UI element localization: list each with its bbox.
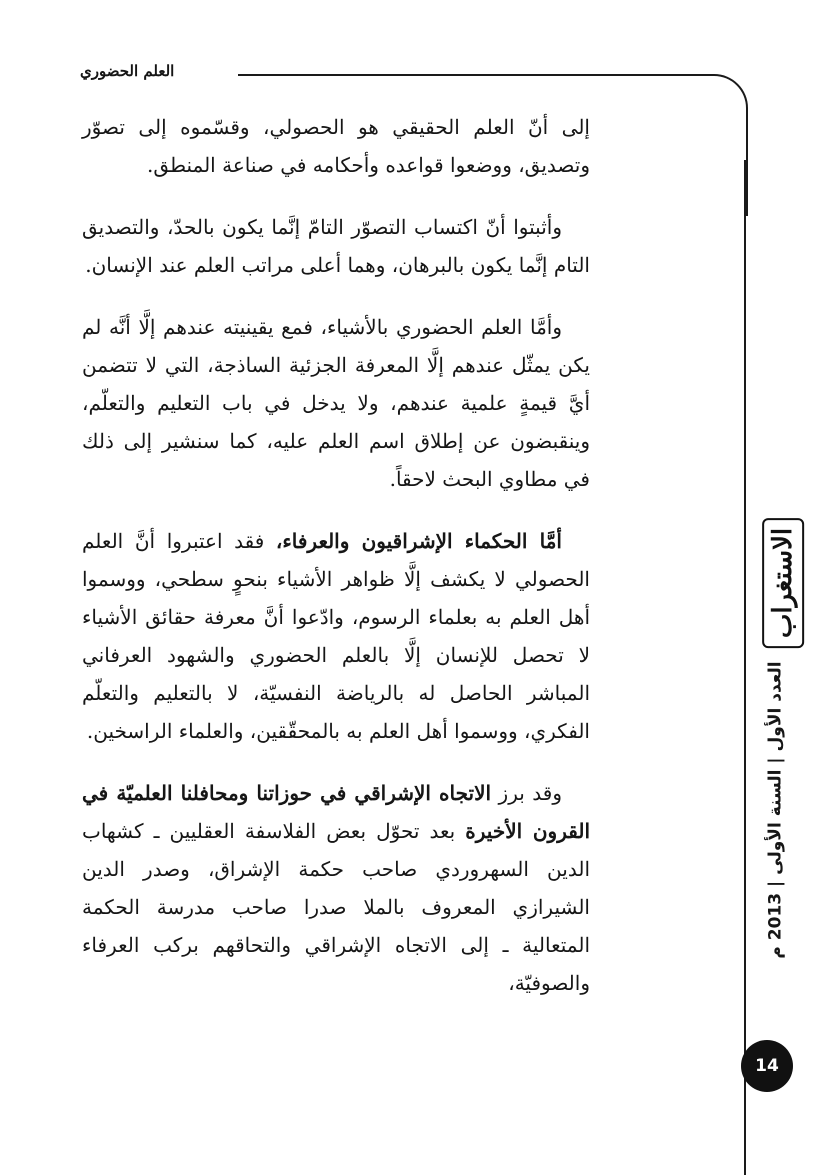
paragraph-4-bold: أمَّا الحكماء الإشراقيون والعرفاء، [275, 529, 562, 553]
page-frame-line [744, 160, 746, 1175]
body-text [82, 108, 590, 1026]
paragraph-1: إلى أنّ العلم الحقيقي هو الحصولي، وقسّموه إلى تصوّر وتصديق، ووضعوا قواعده وأحكامه في صناعة المنطق. [82, 115, 590, 177]
paragraph-5-rest: بعد تحوّل بعض الفلاسفة العقليين ـ كشهاب الدين السهروردي صاحب حكمة الإشراق، وصدر الدين الشيرازي المعروف بالملا صدرا صاحب مدرسة الحكمة المتعالية ـ إلى الاتجاه الإشراقي والتحاقهم بركب العرفاء والصوفيّة، [82, 819, 590, 995]
paragraph-4-rest: فقد اعتبروا أنَّ العلم الحصولي لا يكشف إلَّا ظواهر الأشياء بنحوٍ سطحي، ووسموا أهل العلم به بعلماء الرسوم، وادّعوا أنَّ معرفة حقائق الأشياء لا تحصل للإنسان إلَّا بالعلم الحضوري والشهود العرفاني المباشر الحاصل له بالرياضة النفسيّة، لا بالتعليم والتعلّم الفكري، ووسموا أهل العلم به بالمحقّقين، والعلماء الراسخين. [82, 529, 590, 743]
issue-info-text: العدد الأول | السنة الأولى | 2013 م [766, 661, 787, 959]
paragraph-2: وأثبتوا أنّ اكتساب التصوّر التامّ إنَّما يكون بالحدّ، والتصديق التام إنَّما يكون بالبرهان، وهما أعلى مراتب العلم عند الإنسان. [82, 215, 590, 277]
page-number: 14 [755, 1056, 779, 1076]
paragraph-4 [82, 522, 590, 750]
paragraph-3: وأمَّا العلم الحضوري بالأشياء، فمع يقينيته عندهم إلَّا أنَّه لم يكن يمثّل عندهم إلَّا المعرفة الجزئية الساذجة، التي لا تتضمن أيَّ قيمةٍ علمية عندهم، ولا يدخل في باب التعليم والتعلّم، وينقبضون عن إطلاق اسم العلم عليه، كما سنشير إلى ذلك في مطاوي البحث لاحقاً. [82, 315, 590, 491]
page-number-badge [741, 1040, 793, 1092]
paragraph-5 [82, 774, 590, 1002]
running-head: العلم الحضوري [80, 62, 175, 80]
issue-info [754, 661, 798, 959]
paragraph-5-start: وقد برز [491, 781, 562, 805]
paragraph-5-bold: الاتجاه الإشراقي في حوزاتنا ومحافلنا العلميّة في القرون الأخيرة [82, 781, 590, 843]
journal-logo [752, 508, 814, 658]
journal-logo-text: الاستغراب [762, 518, 804, 648]
